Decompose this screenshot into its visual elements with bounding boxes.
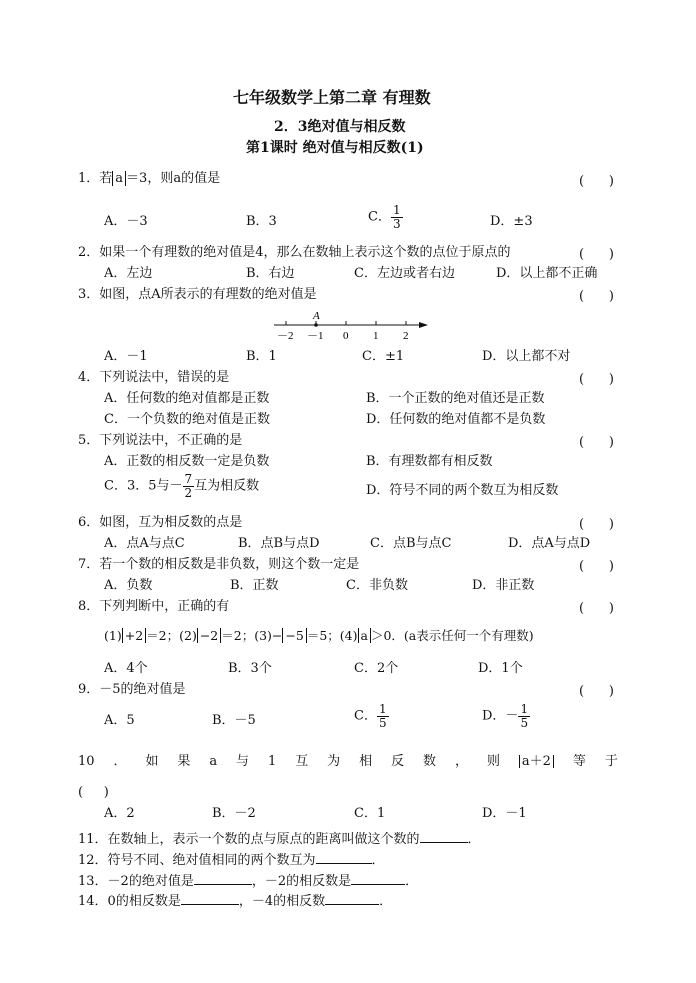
q10-token: 反 bbox=[391, 754, 405, 769]
q5-frac-den: 2 bbox=[184, 485, 193, 500]
tick-label-0: 0 bbox=[343, 330, 349, 342]
q13-end: ． bbox=[405, 874, 419, 889]
q1-answer-paren[interactable]: ( ) bbox=[579, 174, 614, 189]
q14-answer-blank-1[interactable] bbox=[181, 892, 239, 905]
question-5: 5．下列说法中，不正确的是 bbox=[78, 433, 243, 448]
q1-option-a: A．－3 bbox=[104, 214, 148, 229]
q3-option-c: C．±1 bbox=[362, 349, 405, 364]
question-11 bbox=[78, 830, 481, 846]
q12-text: 12．符号不同、绝对值相同的两个数互为 bbox=[78, 853, 316, 868]
tick-label-neg1: －1 bbox=[307, 330, 324, 342]
q12-end: ． bbox=[371, 853, 385, 868]
q11-answer-blank[interactable] bbox=[420, 830, 468, 843]
q8-s1-rest: ＝2； bbox=[146, 628, 180, 643]
q8-s1-label: (1) bbox=[104, 628, 122, 643]
page-title: 七年级数学上第二章 有理数 bbox=[233, 88, 431, 107]
q1-frac-num: 1 bbox=[392, 203, 401, 217]
q13-part2: ，－2的相反数是 bbox=[251, 874, 352, 889]
q5-c-prefix: C．3．5与－ bbox=[104, 478, 183, 494]
q10-abs-expr: a＋2 bbox=[519, 755, 554, 768]
q14-answer-blank-2[interactable] bbox=[325, 892, 379, 905]
q3-number-line bbox=[270, 308, 435, 344]
q7-answer-paren[interactable]: ( ) bbox=[579, 559, 614, 574]
q1-option-c-label: C． bbox=[368, 209, 391, 225]
question-3: 3．如图，点A所表示的有理数的绝对值是 bbox=[78, 287, 317, 302]
q10-token: ， bbox=[454, 754, 468, 769]
q2-option-a: A．左边 bbox=[104, 266, 153, 281]
q8-s3-abs: −5 bbox=[282, 628, 306, 643]
question-4: 4．下列说法中，错误的是 bbox=[78, 370, 230, 385]
q8-option-c: C．2个 bbox=[354, 661, 399, 676]
q1-frac-den: 3 bbox=[392, 216, 401, 231]
q2-option-d: D．以上都不正确 bbox=[496, 266, 598, 281]
q10-token: 互 bbox=[295, 754, 309, 769]
q9-option-c bbox=[354, 703, 389, 729]
q8-s2-abs: −2 bbox=[197, 628, 221, 643]
question-2: 2．如果一个有理数的绝对值是4，那么在数轴上表示这个数的点位于原点的 bbox=[78, 245, 511, 260]
q9-d-frac-den: 5 bbox=[520, 715, 529, 730]
q12-answer-blank[interactable] bbox=[316, 851, 372, 864]
q9-c-frac-num: 1 bbox=[378, 702, 387, 716]
q8-s4-rest: ＞0．(a表示任何一个有理数) bbox=[370, 628, 534, 643]
q7-option-c: C．非负数 bbox=[346, 578, 408, 593]
q5-option-c bbox=[104, 473, 259, 499]
q11-text: 11．在数轴上，表示一个数的点与原点的距离叫做这个数的 bbox=[78, 832, 420, 847]
q10-token: 相 bbox=[359, 754, 373, 769]
point-a-dot bbox=[314, 323, 318, 327]
q10-option-b: B．－2 bbox=[212, 806, 256, 821]
q9-fraction-neg-one-fifth bbox=[518, 703, 530, 729]
q14-part2: ，－4的相反数 bbox=[238, 894, 326, 909]
q10-token: 10 bbox=[78, 754, 95, 769]
q10-token: a bbox=[209, 754, 218, 769]
q1-option-b: B．3 bbox=[246, 214, 277, 229]
q5-option-d: D．符号不同的两个数互为相反数 bbox=[366, 483, 559, 498]
q10-token: 数 bbox=[423, 754, 437, 769]
q6-option-c: C．点B与点C bbox=[370, 536, 452, 551]
q9-option-d bbox=[482, 703, 530, 729]
q2-option-b: B．右边 bbox=[246, 266, 295, 281]
q4-answer-paren[interactable]: ( ) bbox=[579, 372, 614, 387]
q13-answer-blank-1[interactable] bbox=[194, 872, 252, 885]
q4-option-c: C．一个负数的绝对值是正数 bbox=[104, 412, 270, 427]
section-title: 2．3绝对值与相反数 bbox=[274, 119, 406, 135]
question-10 bbox=[78, 755, 618, 768]
q8-s4-label: (4) bbox=[339, 628, 358, 643]
q8-s4-abs: a bbox=[358, 628, 371, 643]
q10-token: 与 bbox=[236, 754, 250, 769]
q8-s2-label: (2) bbox=[179, 628, 197, 643]
q5-frac-num: 7 bbox=[184, 472, 193, 486]
q1-fraction-one-third bbox=[391, 204, 403, 230]
q4-option-b: B．一个正数的绝对值还是正数 bbox=[366, 391, 545, 406]
q11-end: ． bbox=[467, 832, 481, 847]
q3-answer-paren[interactable]: ( ) bbox=[579, 289, 614, 304]
q10-token: 如 bbox=[145, 754, 159, 769]
q10-option-a: A．2 bbox=[104, 806, 135, 821]
q8-answer-paren[interactable]: ( ) bbox=[579, 601, 614, 616]
q10-token: 等 bbox=[572, 754, 586, 769]
question-9: 9．－5的绝对值是 bbox=[78, 682, 186, 697]
q3-option-d: D．以上都不对 bbox=[482, 349, 571, 364]
q2-option-c: C．左边或者右边 bbox=[354, 266, 455, 281]
q1-rest: ＝3，则a的值是 bbox=[126, 171, 221, 186]
q4-option-a: A．任何数的绝对值都是正数 bbox=[104, 391, 270, 406]
q5-c-suffix: 互为相反数 bbox=[194, 478, 260, 494]
q9-c-label: C． bbox=[354, 708, 377, 724]
q14-end: ． bbox=[379, 894, 393, 909]
question-6: 6．如图，互为相反数的点是 bbox=[78, 515, 243, 530]
point-a-label: A bbox=[313, 310, 320, 322]
q9-answer-paren[interactable]: ( ) bbox=[579, 684, 614, 699]
q1-option-d: D．±3 bbox=[490, 214, 533, 229]
tick-label-neg2: －2 bbox=[277, 330, 294, 342]
q6-answer-paren[interactable]: ( ) bbox=[579, 517, 614, 532]
q1-option-c bbox=[368, 204, 403, 230]
question-8: 8．下列判断中，正确的有 bbox=[78, 599, 230, 614]
q9-c-frac-den: 5 bbox=[378, 715, 387, 730]
question-1 bbox=[78, 172, 220, 185]
question-12 bbox=[78, 851, 385, 867]
q8-s3-label: (3)− bbox=[254, 628, 283, 643]
q8-s1-abs: +2 bbox=[122, 628, 146, 643]
question-7: 7．若一个数的相反数是非负数，则这个数一定是 bbox=[78, 557, 360, 572]
tick-label-1: 1 bbox=[373, 330, 379, 342]
q5-option-a: A．正数的相反数一定是负数 bbox=[104, 454, 270, 469]
q8-option-d: D．1个 bbox=[478, 661, 523, 676]
q8-s3-rest: ＝5； bbox=[306, 628, 340, 643]
q6-option-b: B．点B与点D bbox=[238, 536, 320, 551]
q8-statements bbox=[104, 630, 534, 643]
q8-option-b: B．3个 bbox=[228, 661, 272, 676]
q10-option-c: C．1 bbox=[354, 806, 386, 821]
q7-option-a: A．负数 bbox=[104, 578, 153, 593]
q13-part1: 13．－2的绝对值是 bbox=[78, 874, 194, 889]
q10-token: ． bbox=[113, 754, 127, 769]
q3-option-b: B．1 bbox=[246, 349, 277, 364]
q6-option-a: A．点A与点C bbox=[104, 536, 185, 551]
q4-option-d: D．任何数的绝对值都不是负数 bbox=[366, 412, 546, 427]
tick-label-2: 2 bbox=[403, 330, 409, 342]
q5-option-b: B．有理数都有相反数 bbox=[366, 454, 493, 469]
q10-answer-paren[interactable]: ( ) bbox=[78, 785, 109, 800]
q3-option-a: A．－1 bbox=[104, 349, 148, 364]
q9-option-b: B．－5 bbox=[212, 713, 256, 728]
q2-answer-paren[interactable]: ( ) bbox=[579, 247, 614, 262]
q8-option-a: A．4个 bbox=[104, 661, 148, 676]
q6-option-d: D．点A与点D bbox=[508, 536, 591, 551]
q9-fraction-one-fifth bbox=[377, 703, 389, 729]
q7-option-d: D．非正数 bbox=[472, 578, 535, 593]
q9-d-label: D．－ bbox=[482, 708, 519, 724]
q10-token: 则 bbox=[486, 754, 500, 769]
question-14 bbox=[78, 892, 392, 908]
q14-part1: 14．0的相反数是 bbox=[78, 894, 181, 909]
question-13 bbox=[78, 872, 418, 888]
q10-token: 1 bbox=[268, 754, 277, 769]
q13-answer-blank-2[interactable] bbox=[351, 872, 405, 885]
q5-fraction-seven-halves bbox=[183, 473, 195, 499]
q7-option-b: B．正数 bbox=[230, 578, 279, 593]
q10-option-d: D．－1 bbox=[482, 806, 527, 821]
q1-abs-a: a bbox=[112, 171, 126, 186]
q9-d-frac-num: 1 bbox=[520, 702, 529, 716]
q9-option-a: A．5 bbox=[104, 713, 135, 728]
lesson-title: 第1课时 绝对值与相反数(1) bbox=[246, 140, 424, 156]
q10-token: 为 bbox=[327, 754, 341, 769]
q1-prefix: 1．若 bbox=[78, 171, 113, 186]
q5-answer-paren[interactable]: ( ) bbox=[579, 435, 614, 450]
q8-s2-rest: ＝2； bbox=[221, 628, 255, 643]
q10-token: 果 bbox=[177, 754, 191, 769]
q10-token: 于 bbox=[604, 754, 618, 769]
